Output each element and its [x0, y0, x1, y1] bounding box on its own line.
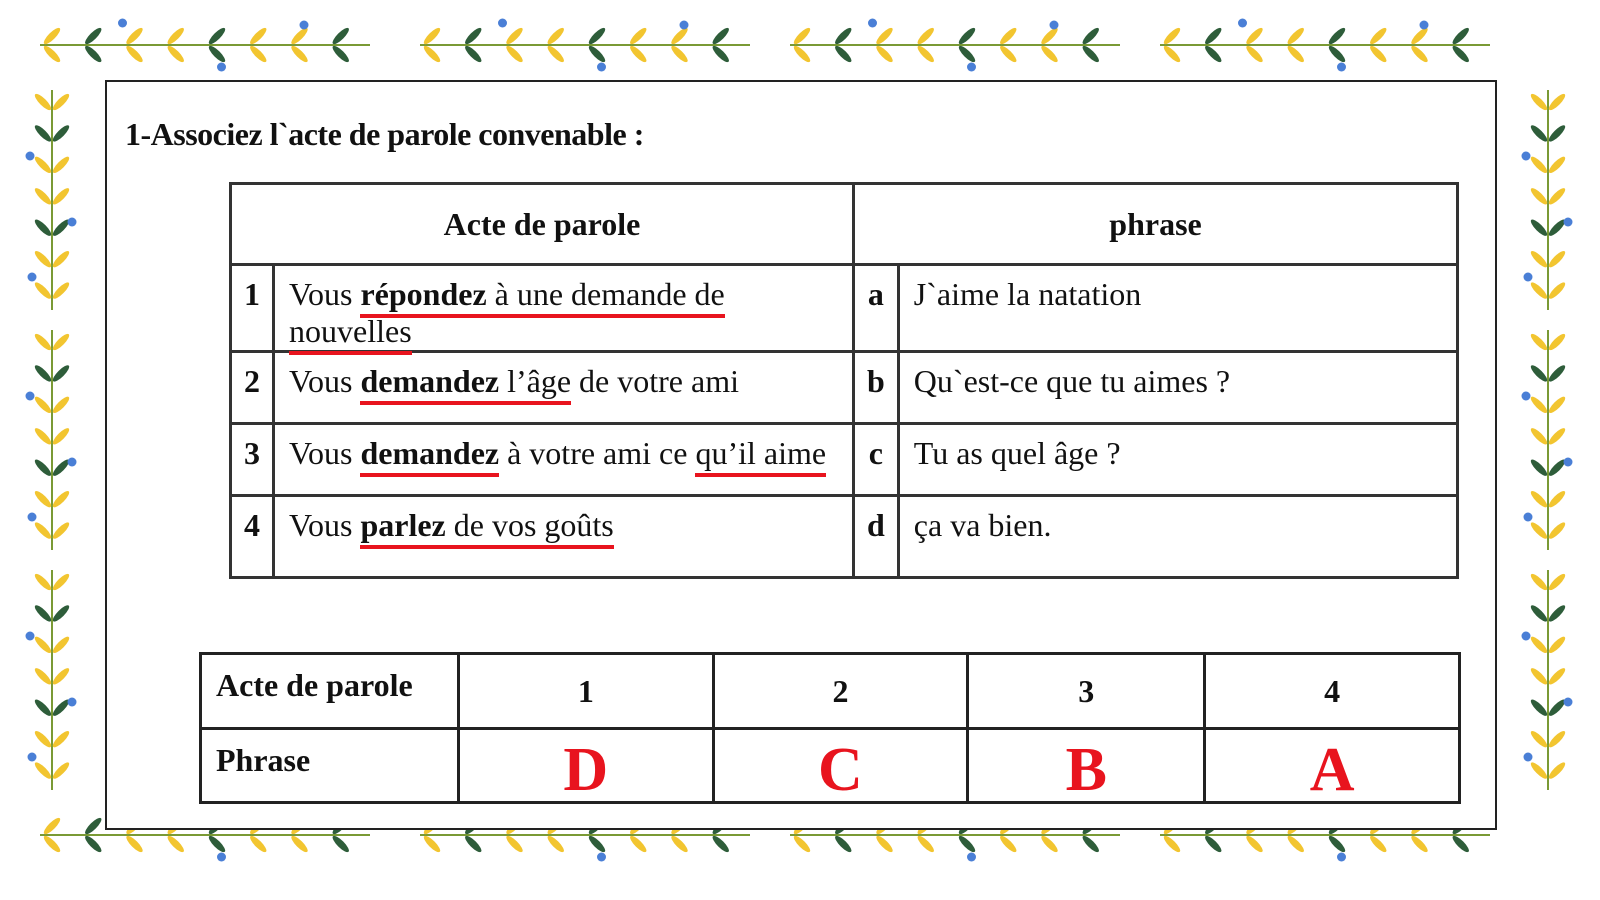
- leaf-icon: [1529, 760, 1550, 781]
- leaf-icon: [51, 666, 72, 687]
- leaf-icon: [792, 26, 813, 47]
- answer-number: 4: [1205, 654, 1460, 729]
- phrase-text: Qu`est-ce que tu aimes ?: [898, 352, 1457, 424]
- leaf-icon: [1547, 363, 1568, 384]
- answer-letter: B: [968, 729, 1205, 803]
- leaf-icon: [33, 697, 54, 718]
- leaf-icon: [710, 834, 731, 855]
- berry-icon: [868, 19, 877, 28]
- berry-icon: [597, 63, 606, 72]
- leaf-icon: [33, 489, 54, 510]
- leaf-icon: [51, 155, 72, 176]
- berry-icon: [118, 19, 127, 28]
- leaf-icon: [289, 44, 310, 65]
- verb-bold: parlez: [360, 507, 446, 543]
- berry-icon: [1564, 218, 1573, 227]
- leaf-icon: [1039, 834, 1060, 855]
- leaf-icon: [957, 834, 978, 855]
- leaf-icon: [422, 44, 443, 65]
- leaf-icon: [1162, 26, 1183, 47]
- leaf-icon: [51, 395, 72, 416]
- berry-icon: [68, 458, 77, 467]
- leaf-icon: [51, 635, 72, 656]
- leaf-icon: [1529, 186, 1550, 207]
- leaf-icon: [957, 44, 978, 65]
- leaf-icon: [1547, 92, 1568, 113]
- leaf-icon: [83, 44, 104, 65]
- answer-table: [199, 652, 1461, 804]
- table-row: [231, 265, 1458, 352]
- row-number: 1: [231, 265, 274, 352]
- berry-icon: [68, 698, 77, 707]
- leaf-icon: [207, 44, 228, 65]
- leaf-icon: [33, 603, 54, 624]
- answer-number: 1: [459, 654, 714, 729]
- leaf-icon: [1547, 603, 1568, 624]
- leaf-icon: [1547, 332, 1568, 353]
- berry-icon: [217, 63, 226, 72]
- leaf-icon: [1547, 123, 1568, 144]
- berry-icon: [1238, 19, 1247, 28]
- leaf-icon: [1529, 603, 1550, 624]
- leaf-icon: [51, 729, 72, 750]
- leaf-icon: [545, 44, 566, 65]
- berry-icon: [498, 19, 507, 28]
- berry-icon: [1337, 853, 1346, 862]
- leaf-icon: [33, 760, 54, 781]
- leaf-icon: [998, 834, 1019, 855]
- worksheet-card: [105, 80, 1497, 830]
- row-letter: c: [854, 424, 899, 496]
- leaf-icon: [33, 249, 54, 270]
- leaf-icon: [165, 26, 186, 47]
- leaf-icon: [628, 26, 649, 47]
- leaf-icon: [1368, 834, 1389, 855]
- leaf-icon: [33, 666, 54, 687]
- row-number: 2: [231, 352, 274, 424]
- leaf-icon: [1203, 44, 1224, 65]
- leaf-icon: [874, 834, 895, 855]
- leaf-icon: [1285, 26, 1306, 47]
- leaf-icon: [248, 834, 269, 855]
- leaf-icon: [874, 44, 895, 65]
- phrase-text: ça va bien.: [898, 496, 1457, 578]
- berry-icon: [1564, 458, 1573, 467]
- exercise-title: 1-Associez l`acte de parole convenable :: [125, 116, 644, 152]
- leaf-icon: [51, 426, 72, 447]
- matching-table: [229, 182, 1459, 579]
- leaf-icon: [1529, 395, 1550, 416]
- leaf-icon: [51, 186, 72, 207]
- leaf-icon: [833, 26, 854, 47]
- berry-icon: [1420, 21, 1429, 30]
- leaf-icon: [51, 249, 72, 270]
- leaf-icon: [1162, 834, 1183, 855]
- leaf-icon: [1529, 635, 1550, 656]
- leaf-icon: [51, 520, 72, 541]
- leaf-icon: [248, 44, 269, 65]
- leaf-icon: [42, 26, 63, 47]
- verb-bold: demandez: [360, 363, 500, 399]
- leaf-icon: [1529, 363, 1550, 384]
- leaf-icon: [83, 26, 104, 47]
- berry-icon: [967, 63, 976, 72]
- leaf-icon: [1244, 834, 1265, 855]
- berry-icon: [28, 513, 37, 522]
- leaf-icon: [33, 395, 54, 416]
- leaf-icon: [1450, 834, 1471, 855]
- leaf-icon: [1285, 834, 1306, 855]
- phrase-text: J`aime la natation: [898, 265, 1457, 352]
- answer-number: 3: [968, 654, 1205, 729]
- berry-icon: [1050, 21, 1059, 30]
- leaf-icon: [1244, 44, 1265, 65]
- leaf-icon: [1529, 155, 1550, 176]
- leaf-icon: [207, 26, 228, 47]
- leaf-icon: [1039, 26, 1060, 47]
- leaf-icon: [124, 26, 145, 47]
- act-text: Vous répondez à une demande de nouvelles: [274, 265, 854, 352]
- leaf-icon: [33, 457, 54, 478]
- header-acte-de-parole: Acte de parole: [231, 184, 854, 265]
- leaf-icon: [1409, 834, 1430, 855]
- berry-icon: [26, 152, 35, 161]
- leaf-icon: [33, 186, 54, 207]
- leaf-icon: [792, 834, 813, 855]
- leaf-icon: [463, 834, 484, 855]
- leaf-icon: [51, 280, 72, 301]
- leaf-icon: [1529, 520, 1550, 541]
- leaf-icon: [1368, 26, 1389, 47]
- leaf-icon: [957, 26, 978, 47]
- leaf-icon: [1409, 44, 1430, 65]
- leaf-icon: [1547, 760, 1568, 781]
- leaf-icon: [33, 332, 54, 353]
- leaf-icon: [51, 332, 72, 353]
- leaf-icon: [1547, 186, 1568, 207]
- leaf-icon: [504, 44, 525, 65]
- berry-icon: [1524, 753, 1533, 762]
- leaf-icon: [998, 44, 1019, 65]
- leaf-icon: [1080, 834, 1101, 855]
- leaf-icon: [33, 217, 54, 238]
- berry-icon: [680, 21, 689, 30]
- berry-icon: [1337, 63, 1346, 72]
- act-text: Vous parlez de vos goûts: [274, 496, 854, 578]
- leaf-icon: [1368, 44, 1389, 65]
- leaf-icon: [669, 44, 690, 65]
- leaf-icon: [587, 834, 608, 855]
- leaf-icon: [1080, 26, 1101, 47]
- leaf-icon: [1529, 426, 1550, 447]
- leaf-icon: [915, 44, 936, 65]
- leaf-icon: [1529, 92, 1550, 113]
- row-number: 4: [231, 496, 274, 578]
- leaf-icon: [587, 26, 608, 47]
- leaf-icon: [33, 363, 54, 384]
- leaf-icon: [463, 44, 484, 65]
- leaf-icon: [83, 816, 104, 837]
- leaf-icon: [289, 834, 310, 855]
- leaf-icon: [1450, 26, 1471, 47]
- berry-icon: [28, 753, 37, 762]
- leaf-icon: [165, 834, 186, 855]
- berry-icon: [68, 218, 77, 227]
- row-letter: a: [854, 265, 899, 352]
- leaf-icon: [1529, 697, 1550, 718]
- berry-icon: [1522, 392, 1531, 401]
- leaf-icon: [1162, 44, 1183, 65]
- leaf-icon: [51, 760, 72, 781]
- leaf-icon: [1547, 155, 1568, 176]
- leaf-icon: [1285, 44, 1306, 65]
- berry-icon: [300, 21, 309, 30]
- answer-letters-row: [201, 729, 1460, 803]
- leaf-icon: [330, 44, 351, 65]
- leaf-icon: [998, 26, 1019, 47]
- verb-bold: demandez: [360, 435, 500, 471]
- table-row: [231, 496, 1458, 578]
- row-letter: d: [854, 496, 899, 578]
- leaf-icon: [1547, 249, 1568, 270]
- leaf-icon: [1529, 249, 1550, 270]
- leaf-icon: [83, 834, 104, 855]
- answer-numbers-row: [201, 654, 1460, 729]
- leaf-icon: [1529, 217, 1550, 238]
- leaf-icon: [1080, 44, 1101, 65]
- leaf-icon: [1529, 572, 1550, 593]
- header-phrase: phrase: [854, 184, 1458, 265]
- berry-icon: [217, 853, 226, 862]
- leaf-icon: [710, 44, 731, 65]
- leaf-icon: [1547, 729, 1568, 750]
- leaf-icon: [1203, 26, 1224, 47]
- verb-bold: répondez: [360, 276, 487, 312]
- leaf-icon: [51, 363, 72, 384]
- answer-row-label-acte: Acte de parole: [201, 654, 459, 729]
- leaf-icon: [1547, 280, 1568, 301]
- leaf-icon: [1327, 44, 1348, 65]
- act-text: Vous demandez l’âge de votre ami: [274, 352, 854, 424]
- leaf-icon: [33, 426, 54, 447]
- leaf-icon: [165, 44, 186, 65]
- leaf-icon: [1529, 457, 1550, 478]
- leaf-icon: [833, 44, 854, 65]
- leaf-icon: [124, 44, 145, 65]
- leaf-icon: [669, 26, 690, 47]
- row-number: 3: [231, 424, 274, 496]
- leaf-icon: [1529, 123, 1550, 144]
- leaf-icon: [1450, 44, 1471, 65]
- leaf-icon: [1529, 729, 1550, 750]
- leaf-icon: [1409, 26, 1430, 47]
- leaf-icon: [1327, 26, 1348, 47]
- berry-icon: [1564, 698, 1573, 707]
- leaf-icon: [874, 26, 895, 47]
- phrase-text: Tu as quel âge ?: [898, 424, 1457, 496]
- leaf-icon: [1327, 834, 1348, 855]
- answer-letter: D: [459, 729, 714, 803]
- leaf-icon: [33, 123, 54, 144]
- leaf-icon: [33, 635, 54, 656]
- leaf-icon: [1529, 280, 1550, 301]
- leaf-icon: [1529, 489, 1550, 510]
- berry-icon: [967, 853, 976, 862]
- leaf-icon: [1547, 395, 1568, 416]
- leaf-icon: [207, 834, 228, 855]
- leaf-icon: [1547, 489, 1568, 510]
- table-row: [231, 352, 1458, 424]
- leaf-icon: [545, 26, 566, 47]
- leaf-icon: [1547, 426, 1568, 447]
- leaf-icon: [1547, 520, 1568, 541]
- act-text: Vous demandez à votre ami ce qu’il aime: [274, 424, 854, 496]
- answer-number: 2: [713, 654, 968, 729]
- leaf-icon: [33, 280, 54, 301]
- table-row: [231, 424, 1458, 496]
- leaf-icon: [422, 26, 443, 47]
- leaf-icon: [33, 572, 54, 593]
- leaf-icon: [1547, 572, 1568, 593]
- leaf-icon: [422, 834, 443, 855]
- leaf-icon: [504, 26, 525, 47]
- berry-icon: [1524, 273, 1533, 282]
- leaf-icon: [51, 489, 72, 510]
- berry-icon: [597, 853, 606, 862]
- leaf-icon: [463, 26, 484, 47]
- leaf-icon: [124, 834, 145, 855]
- leaf-icon: [51, 603, 72, 624]
- leaf-icon: [42, 44, 63, 65]
- leaf-icon: [669, 834, 690, 855]
- leaf-icon: [33, 92, 54, 113]
- leaf-icon: [915, 834, 936, 855]
- leaf-icon: [248, 26, 269, 47]
- leaf-icon: [915, 26, 936, 47]
- berry-icon: [1522, 632, 1531, 641]
- leaf-icon: [504, 834, 525, 855]
- leaf-icon: [628, 44, 649, 65]
- leaf-icon: [1039, 44, 1060, 65]
- leaf-icon: [1244, 26, 1265, 47]
- leaf-icon: [33, 729, 54, 750]
- leaf-icon: [330, 834, 351, 855]
- leaf-icon: [545, 834, 566, 855]
- leaf-icon: [51, 572, 72, 593]
- matching-header-row: [231, 184, 1458, 265]
- leaf-icon: [42, 816, 63, 837]
- leaf-icon: [289, 26, 310, 47]
- leaf-icon: [1529, 666, 1550, 687]
- leaf-icon: [51, 123, 72, 144]
- berry-icon: [1524, 513, 1533, 522]
- leaf-icon: [587, 44, 608, 65]
- leaf-icon: [628, 834, 649, 855]
- row-letter: b: [854, 352, 899, 424]
- leaf-icon: [42, 834, 63, 855]
- answer-row-label-phrase: Phrase: [201, 729, 459, 803]
- leaf-icon: [1529, 332, 1550, 353]
- berry-icon: [26, 632, 35, 641]
- leaf-icon: [330, 26, 351, 47]
- leaf-icon: [1547, 666, 1568, 687]
- leaf-icon: [1203, 834, 1224, 855]
- berry-icon: [26, 392, 35, 401]
- leaf-icon: [51, 92, 72, 113]
- leaf-icon: [33, 520, 54, 541]
- leaf-icon: [833, 834, 854, 855]
- answer-letter: C: [713, 729, 968, 803]
- berry-icon: [28, 273, 37, 282]
- berry-icon: [1522, 152, 1531, 161]
- leaf-icon: [1547, 635, 1568, 656]
- leaf-icon: [792, 44, 813, 65]
- answer-letter: A: [1205, 729, 1460, 803]
- leaf-icon: [710, 26, 731, 47]
- leaf-icon: [33, 155, 54, 176]
